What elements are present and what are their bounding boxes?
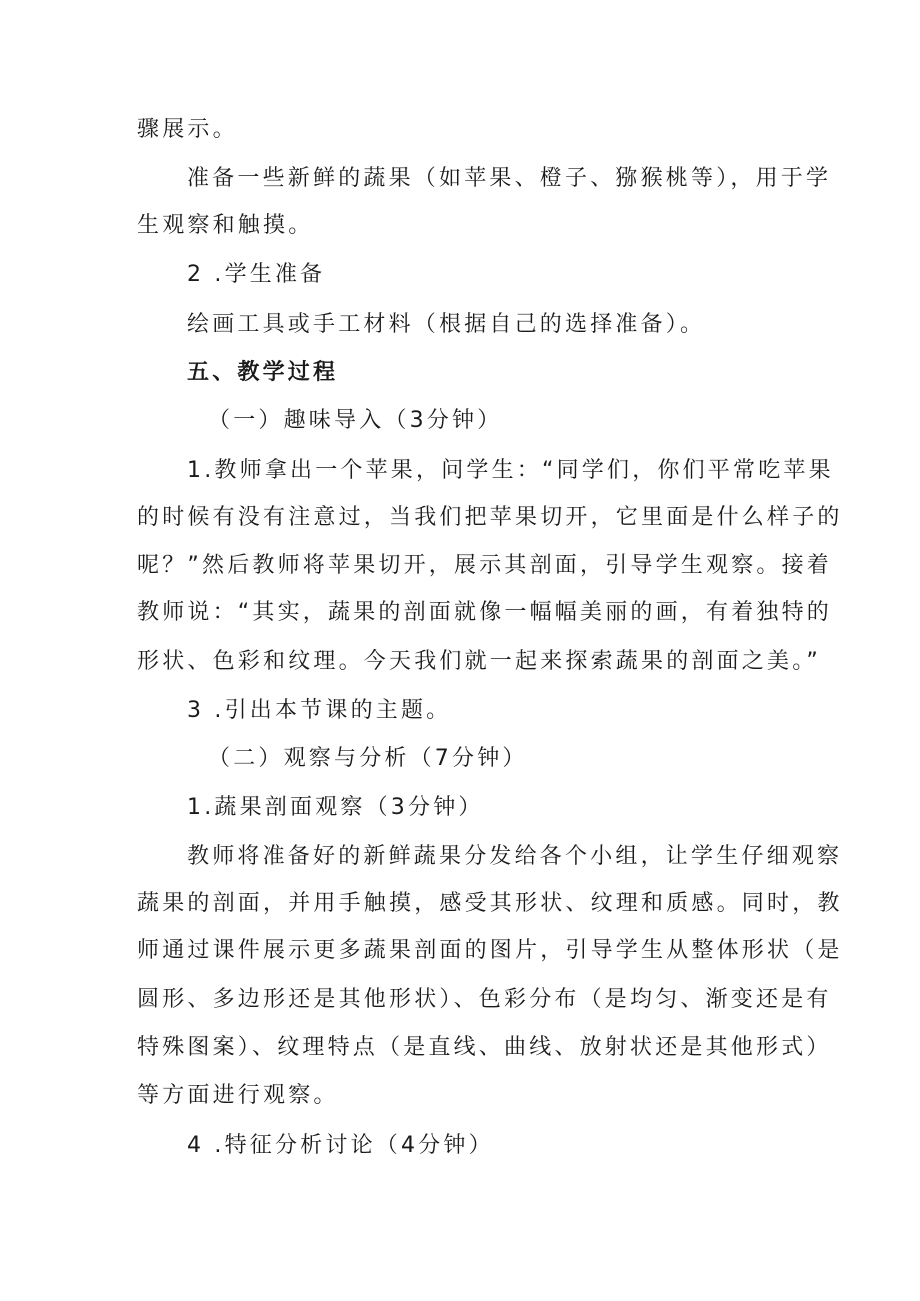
paragraph-line: 生观察和触摸。 [137,213,314,238]
subsection-heading: （二）观察与分析（7分钟） [208,746,528,771]
paragraph-line: 1.教师拿出一个苹果，问学生：“同学们，你们平常吃苹果 [187,458,834,483]
section-heading: 五、教学过程 [187,360,339,385]
paragraph-line: 教师说：“其实，蔬果的剖面就像一幅幅美丽的画，有着独特的 [137,600,832,625]
list-heading: 3 .引出本节课的主题。 [187,698,452,723]
paragraph-line: 呢？”然后教师将苹果切开，展示其剖面，引导学生观察。接着 [137,553,832,578]
paragraph-line: 圆形、多边形还是其他形状）、色彩分布（是均匀、渐变还是有 [137,987,832,1012]
paragraph-line: 形状、色彩和纹理。今天我们就一起来探索蔬果的剖面之美。” [137,649,821,674]
paragraph-line: 特殊图案）、纹理特点（是直线、曲线、放射状还是其他形式） [137,1035,832,1060]
list-heading: 1.蔬果剖面观察（3分钟） [187,795,484,820]
list-heading: 2 .学生准备 [187,262,326,287]
paragraph-line: 师通过课件展示更多蔬果剖面的图片，引导学生从整体形状（是 [137,938,843,963]
paragraph-line: 绘画工具或手工材料（根据自己的选择准备）。 [187,312,706,337]
paragraph-line: 蔬果的剖面，并用手触摸，感受其形状、纹理和质感。同时，教 [137,891,843,916]
paragraph-line: 的时候有没有注意过，当我们把苹果切开，它里面是什么样子的 [137,505,843,530]
paragraph-line: 等方面进行观察。 [137,1083,339,1108]
paragraph-line: 骤展示。 [137,117,238,142]
list-heading: 4 .特征分析讨论（4分钟） [187,1133,494,1158]
paragraph-line: 教师将准备好的新鲜蔬果分发给各个小组，让学生仔细观察 [187,844,843,869]
paragraph-line: 准备一些新鲜的蔬果（如苹果、橙子、猕猴桃等），用于学 [187,166,832,191]
subsection-heading: （一）趣味导入（3分钟） [208,408,503,433]
